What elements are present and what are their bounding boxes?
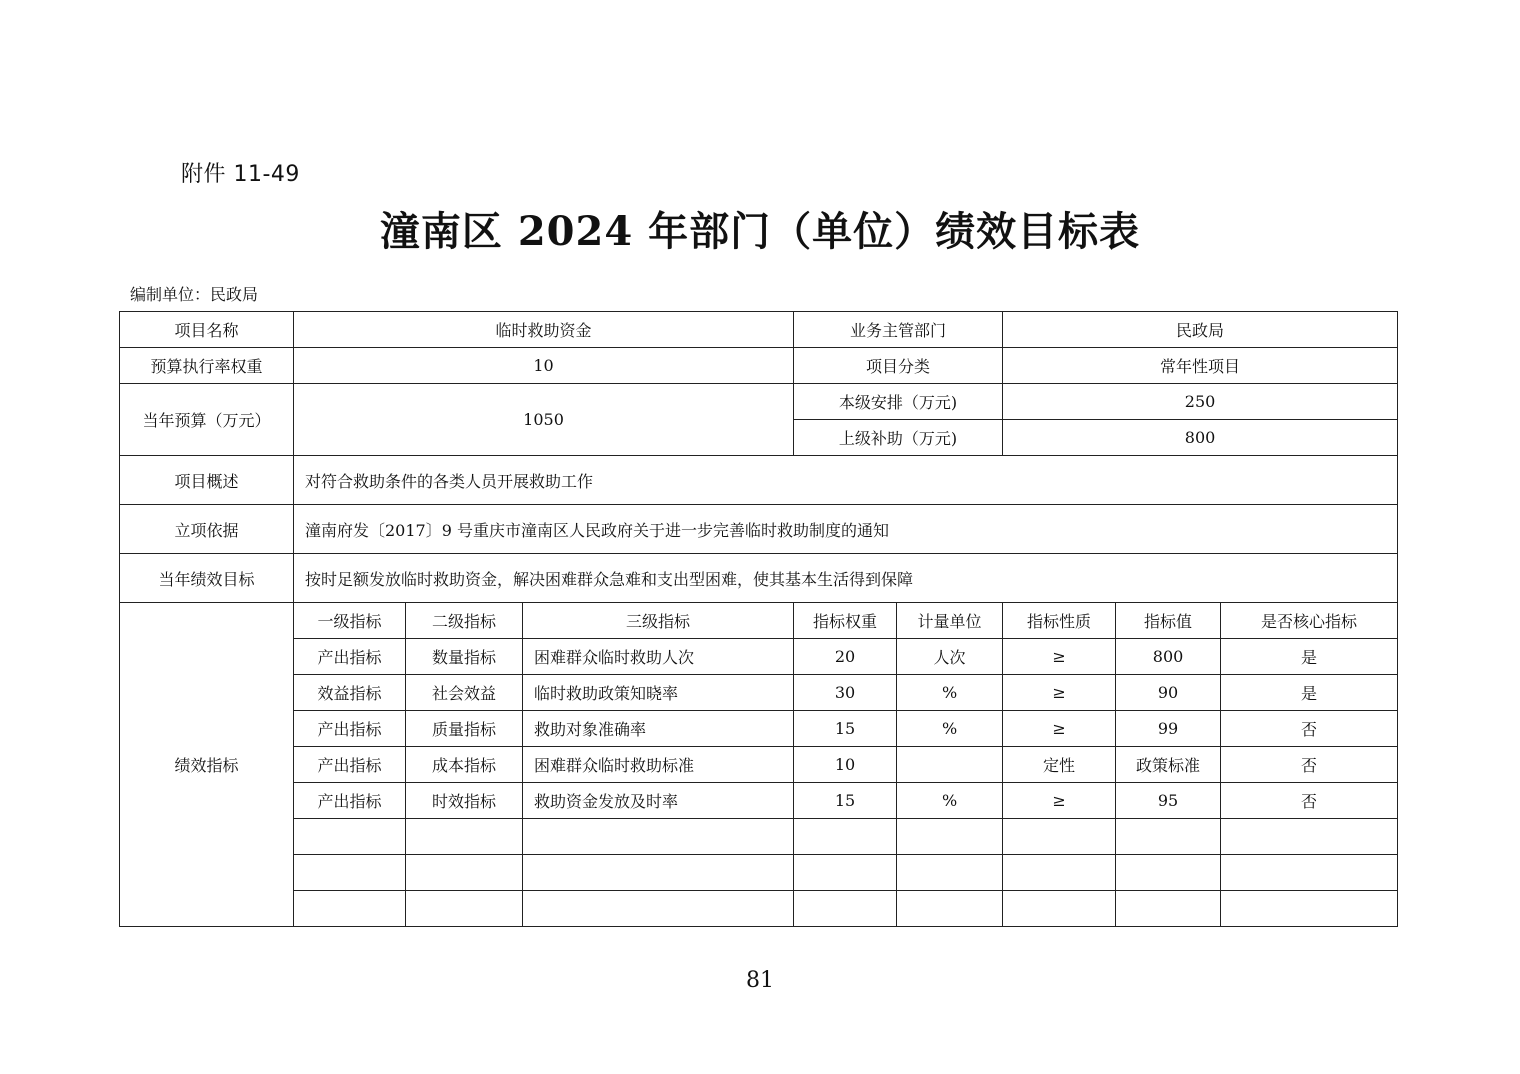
cell-weight: 15 xyxy=(794,783,897,819)
indicator-header-row xyxy=(120,603,1398,639)
indicators-section-label: 绩效指标 xyxy=(120,603,294,927)
cell-value: 800 xyxy=(1116,639,1221,675)
local-budget-value: 250 xyxy=(1003,384,1398,420)
cell-level1: 产出指标 xyxy=(294,711,406,747)
basis-value: 潼南府发〔2017〕9 号重庆市潼南区人民政府关于进一步完善临时救助制度的通知 xyxy=(294,505,1398,554)
cell-level1: 产出指标 xyxy=(294,783,406,819)
cell-weight: 10 xyxy=(794,747,897,783)
cell-core: 是 xyxy=(1221,675,1398,711)
cell-value: 99 xyxy=(1116,711,1221,747)
indicator-row xyxy=(120,747,1398,783)
cell-weight: 20 xyxy=(794,639,897,675)
table-row xyxy=(120,312,1398,348)
goal-value: 按时足额发放临时救助资金，解决困难群众急难和支出型困难，使其基本生活得到保障 xyxy=(294,554,1398,603)
cell-level3: 救助资金发放及时率 xyxy=(523,783,794,819)
cell-value: 90 xyxy=(1116,675,1221,711)
indicator-row xyxy=(120,783,1398,819)
cell-level2: 数量指标 xyxy=(406,639,523,675)
cell-level1: 效益指标 xyxy=(294,675,406,711)
cell-level1: 产出指标 xyxy=(294,639,406,675)
header-level1: 一级指标 xyxy=(294,603,406,639)
basis-label: 立项依据 xyxy=(120,505,294,554)
page-title: 潼南区 2024 年部门（单位）绩效目标表 xyxy=(379,208,1141,255)
cell-level2: 成本指标 xyxy=(406,747,523,783)
indicator-row xyxy=(120,711,1398,747)
cell-unit xyxy=(897,747,1003,783)
cell-unit: % xyxy=(897,783,1003,819)
cell-level3: 困难群众临时救助标准 xyxy=(523,747,794,783)
cell-nature: ≥ xyxy=(1003,783,1116,819)
dept-value: 民政局 xyxy=(1003,312,1398,348)
header-core: 是否核心指标 xyxy=(1221,603,1398,639)
budget-weight-label: 预算执行率权重 xyxy=(120,348,294,384)
attachment-label: 附件 11-49 xyxy=(181,162,300,187)
budget-weight-value: 10 xyxy=(294,348,794,384)
performance-target-table xyxy=(119,311,1398,927)
empty-indicator-row xyxy=(120,819,1398,855)
cell-nature: 定性 xyxy=(1003,747,1116,783)
cell-level2: 社会效益 xyxy=(406,675,523,711)
empty-indicator-row xyxy=(120,855,1398,891)
annual-budget-label: 当年预算（万元） xyxy=(120,384,294,456)
cell-core: 否 xyxy=(1221,747,1398,783)
header-level2: 二级指标 xyxy=(406,603,523,639)
cell-nature: ≥ xyxy=(1003,711,1116,747)
cell-core: 是 xyxy=(1221,639,1398,675)
overview-label: 项目概述 xyxy=(120,456,294,505)
dept-label: 业务主管部门 xyxy=(794,312,1003,348)
cell-weight: 30 xyxy=(794,675,897,711)
cell-value: 政策标准 xyxy=(1116,747,1221,783)
cell-core: 否 xyxy=(1221,783,1398,819)
header-weight: 指标权重 xyxy=(794,603,897,639)
cell-level1: 产出指标 xyxy=(294,747,406,783)
cell-level3: 临时救助政策知晓率 xyxy=(523,675,794,711)
category-label: 项目分类 xyxy=(794,348,1003,384)
cell-unit: % xyxy=(897,711,1003,747)
cell-core: 否 xyxy=(1221,711,1398,747)
cell-unit: % xyxy=(897,675,1003,711)
cell-unit: 人次 xyxy=(897,639,1003,675)
cell-weight: 15 xyxy=(794,711,897,747)
overview-value: 对符合救助条件的各类人员开展救助工作 xyxy=(294,456,1398,505)
indicator-row xyxy=(120,675,1398,711)
cell-level2: 时效指标 xyxy=(406,783,523,819)
header-value: 指标值 xyxy=(1116,603,1221,639)
category-value: 常年性项目 xyxy=(1003,348,1398,384)
table-row xyxy=(120,384,1398,420)
local-budget-label: 本级安排（万元) xyxy=(794,384,1003,420)
cell-nature: ≥ xyxy=(1003,675,1116,711)
compiling-unit: 编制单位：民政局 xyxy=(130,285,259,304)
annual-budget-value: 1050 xyxy=(294,384,794,456)
header-nature: 指标性质 xyxy=(1003,603,1116,639)
table-row xyxy=(120,505,1398,554)
goal-label: 当年绩效目标 xyxy=(120,554,294,603)
table-row xyxy=(120,456,1398,505)
cell-value: 95 xyxy=(1116,783,1221,819)
cell-level3: 困难群众临时救助人次 xyxy=(523,639,794,675)
project-name-value: 临时救助资金 xyxy=(294,312,794,348)
empty-indicator-row xyxy=(120,891,1398,927)
upper-subsidy-label: 上级补助（万元) xyxy=(794,420,1003,456)
header-unit: 计量单位 xyxy=(897,603,1003,639)
page-number: 81 xyxy=(746,968,774,993)
table-row xyxy=(120,348,1398,384)
header-level3: 三级指标 xyxy=(523,603,794,639)
upper-subsidy-value: 800 xyxy=(1003,420,1398,456)
cell-nature: ≥ xyxy=(1003,639,1116,675)
cell-level3: 救助对象准确率 xyxy=(523,711,794,747)
cell-level2: 质量指标 xyxy=(406,711,523,747)
indicator-row xyxy=(120,639,1398,675)
project-name-label: 项目名称 xyxy=(120,312,294,348)
table-row xyxy=(120,554,1398,603)
